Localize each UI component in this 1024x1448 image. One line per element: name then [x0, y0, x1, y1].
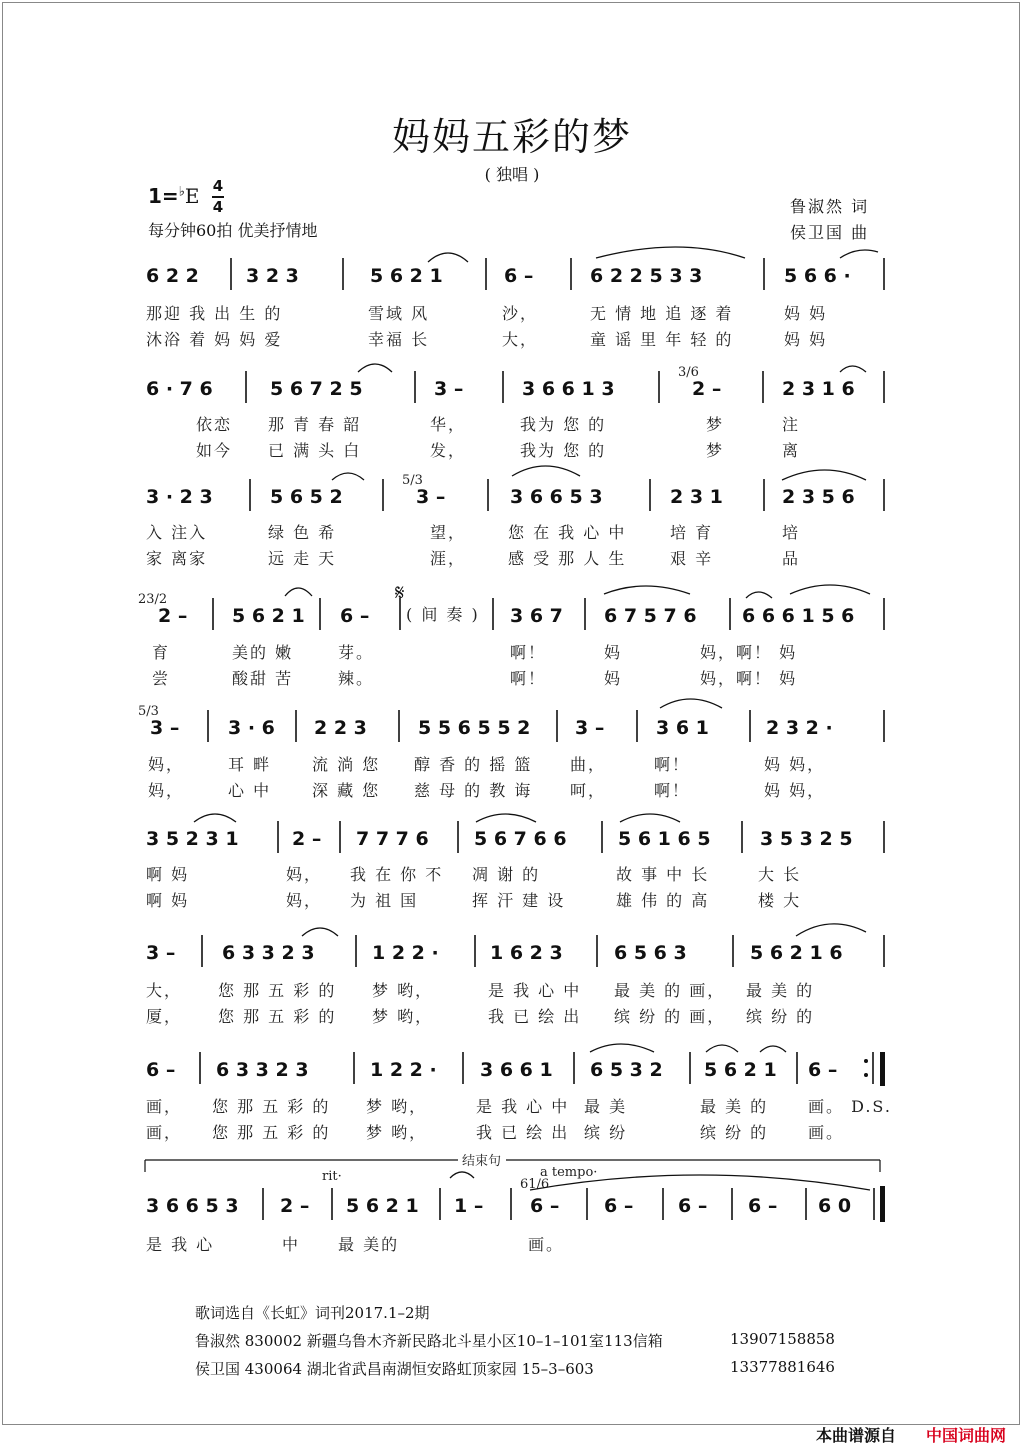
r2-lyric2-c: 发， — [430, 441, 467, 460]
r4-lyric1-b: 美的 嫩 — [232, 643, 294, 662]
r6-m2: 2 – — [292, 828, 322, 850]
score-row-4 — [152, 605, 854, 688]
r3-lyric2-a: 家 离家 — [146, 549, 208, 568]
r5-lyric2-d: 慈 母 的 教 诲 — [414, 781, 533, 800]
r7-lyric1-e: 最 美 的 画， — [614, 981, 726, 1000]
r5-lyric1-f: 啊！ — [654, 755, 691, 774]
score-row-2 — [146, 378, 855, 460]
r2-lyric1-a: 依恋 — [196, 415, 233, 434]
r9-m9: 6 0 — [818, 1195, 852, 1217]
r4-lyric1-c: 芽。 — [338, 643, 375, 662]
r4-lyric1-d: 啊！ — [510, 643, 547, 662]
tempo-marking: 每分钟60拍 优美抒情地 — [148, 221, 318, 240]
r9-lyric-c: 最 美的 — [338, 1235, 400, 1254]
r3-lyric2-f: 品 — [782, 549, 801, 568]
r5-lyric1-d: 醇 香 的 摇 篮 — [414, 755, 533, 774]
r1-lyric1-e: 妈 妈 — [784, 304, 828, 323]
score-row-9 — [146, 1195, 851, 1254]
r6-m6: 3 5 3 2 5 — [760, 828, 853, 850]
r8-lyric1-f: 最 美 的 — [700, 1097, 769, 1116]
r1-lyric2-d: 童 谣 里 年 轻 的 — [590, 330, 734, 349]
r7-m6: 5 6 2 1 6 — [750, 942, 843, 964]
r4-lyric1-a: 育 — [152, 643, 171, 662]
r7-m3: 1 2 2 · — [372, 942, 439, 964]
r7-lyric1-a: 大， — [146, 981, 183, 1000]
r9-m7: 6 – — [678, 1195, 708, 1217]
score-row-5 — [148, 717, 833, 800]
key-note: E — [184, 184, 200, 208]
r1-m5: 6 2 2 5 3 3 — [590, 265, 703, 287]
r5-lyric2-g: 妈 妈， — [764, 781, 826, 800]
r7-m4: 1 6 2 3 — [490, 942, 563, 964]
r4-lyric2-d: 啊！ — [510, 669, 547, 688]
r1-lyric2-e: 妈 妈 — [784, 330, 828, 349]
r8-lyric2-f: 缤 纷 的 — [700, 1123, 769, 1142]
r3-lyric1-e: 培 育 — [670, 523, 714, 542]
r9-m3: 5 6 2 1 — [346, 1195, 419, 1217]
r4-m7: 6 6 6 1 5 6 — [742, 605, 855, 627]
r6-lyric1-d: 凋 谢 的 — [472, 865, 541, 884]
time-top: 4 — [212, 177, 224, 195]
r6-m3: 7 7 7 6 — [356, 828, 429, 850]
r4-m2: 5 6 2 1 — [232, 605, 305, 627]
r3-lyric2-b: 远 走 天 — [268, 549, 337, 568]
r2-lyric2-e: 梦 — [706, 441, 725, 460]
r8-lyric2-c: 梦 哟， — [366, 1123, 428, 1142]
r8-lyric1-d: 是 我 心 中 — [476, 1097, 570, 1116]
r6-lyric1-c: 我 在 你 不 — [350, 865, 444, 884]
flat-sign: ♭ — [178, 184, 185, 200]
footer-lyricist-address: 鲁淑然 830002 新疆乌鲁木齐新民路北斗星小区10–1–101室113信箱 — [195, 1332, 663, 1350]
r3-lyric2-d: 感 受 那 人 生 — [508, 549, 627, 568]
r7-m2: 6 3 3 2 3 — [222, 942, 315, 964]
footer-composer-phone: 13377881646 — [730, 1358, 835, 1376]
rit-marking: rit· — [322, 1169, 342, 1184]
r6-lyric2-b: 妈， — [286, 891, 323, 910]
r3-m6: 2 3 5 6 — [782, 486, 855, 508]
r6-lyric2-e: 雄 伟 的 高 — [616, 891, 710, 910]
r1-lyric2-b: 幸福 长 — [368, 330, 430, 349]
r8-m3: 1 2 2 · — [370, 1059, 437, 1081]
r2-m4: 3 6 6 1 3 — [522, 378, 615, 400]
r8-lyric2-a: 画， — [146, 1123, 183, 1142]
song-title: 妈妈五彩的梦 — [391, 115, 632, 159]
r1-lyric2-c: 大， — [502, 330, 539, 349]
r2-lyric1-f: 注 — [782, 415, 801, 434]
r9-m8: 6 – — [748, 1195, 778, 1217]
r1-lyric1-c: 沙， — [502, 304, 539, 323]
score-row-8 — [146, 1059, 892, 1142]
r6-m1: 3 5 2 3 1 — [146, 828, 239, 850]
r1-m4: 6 – — [504, 265, 534, 287]
r6-lyric1-a: 啊 妈 — [146, 865, 190, 884]
r4-m1: 2 – — [158, 605, 188, 627]
r1-m6: 5 6 6 · — [784, 265, 851, 287]
key-label: 1= — [148, 184, 179, 208]
r3-m4: 3 6 6 5 3 — [510, 486, 603, 508]
r6-lyric1-e: 故 事 中 长 — [616, 865, 710, 884]
source-site-link[interactable]: 中国词曲网 — [926, 1426, 1007, 1445]
r2-m2: 5 6 7 2 5 — [270, 378, 363, 400]
r5-lyric1-b: 耳 畔 — [228, 755, 272, 774]
r9-m6: 6 – — [604, 1195, 634, 1217]
r4-lyric1-e: 妈 — [604, 643, 623, 662]
r5-m3: 2 2 3 — [314, 717, 367, 739]
r8-m5: 6 5 3 2 — [590, 1059, 663, 1081]
r7-lyric2-f: 缤 纷 的 — [746, 1007, 815, 1026]
r5-lyric2-f: 啊！ — [654, 781, 691, 800]
r2-lyric2-d: 我为 您 的 — [520, 441, 607, 460]
r3-lyric1-c: 望， — [430, 523, 467, 542]
r5-m6: 3 6 1 — [656, 717, 709, 739]
r3-lyric1-a: 入 注入 — [146, 523, 208, 542]
r1-lyric1-b: 雪域 风 — [368, 304, 430, 323]
r4-interlude: ( 间 奏 ) — [406, 605, 480, 624]
r5-lyric1-e: 曲， — [570, 755, 607, 774]
r4-m3: 6 – — [340, 605, 370, 627]
r1-m2: 3 2 3 — [246, 265, 299, 287]
r8-lyric2-b: 您 那 五 彩 的 — [212, 1123, 331, 1142]
grace-note-2: 5/3 — [402, 473, 423, 488]
r5-lyric2-e: 呵， — [570, 781, 607, 800]
r2-lyric1-d: 我为 您 的 — [520, 415, 607, 434]
r5-lyric1-g: 妈 妈， — [764, 755, 826, 774]
composer-credit: 侯卫国 曲 — [790, 223, 870, 242]
r8-m2: 6 3 3 2 3 — [216, 1059, 309, 1081]
r7-m1: 3 – — [146, 942, 176, 964]
r5-m1: 3 – — [150, 717, 180, 739]
r7-lyric2-a: 厦， — [146, 1007, 183, 1026]
r1-lyric1-d: 无 情 地 追 逐 着 — [590, 304, 734, 323]
r1-m3: 5 6 2 1 — [370, 265, 443, 287]
r6-lyric2-a: 啊 妈 — [146, 891, 190, 910]
r2-lyric1-b: 那 青 春 韶 — [268, 415, 362, 434]
footer-source-note: 歌词选自《长虹》词刊2017.1–2期 — [195, 1304, 430, 1322]
r2-lyric1-e: 梦 — [706, 415, 725, 434]
r5-lyric2-a: 妈， — [148, 781, 185, 800]
grace-note-3: 23/2 — [138, 592, 168, 607]
r3-m3: 3 – — [416, 486, 446, 508]
r5-m7: 2 3 2 · — [766, 717, 833, 739]
r8-lyric2-e: 缤 纷 — [584, 1123, 628, 1142]
r8-m1: 6 – — [146, 1059, 176, 1081]
r5-m4: 5 5 6 5 5 2 — [418, 717, 531, 739]
r6-lyric2-c: 为 祖 国 — [350, 891, 419, 910]
r8-lyric1-e: 最 美 — [584, 1097, 628, 1116]
segno-sign: 𝄋 — [395, 581, 405, 606]
r6-m5: 5 6 1 6 5 — [618, 828, 711, 850]
source-label: 本曲谱源自 — [816, 1426, 897, 1445]
r8-lyric1-g: 画。 D.S. — [808, 1097, 892, 1116]
r3-lyric1-d: 您 在 我 心 中 — [508, 523, 627, 542]
r2-m6: 2 3 1 6 — [782, 378, 855, 400]
r1-m1: 6 2 2 — [146, 265, 199, 287]
a-tempo-marking: a tempo· — [540, 1165, 598, 1180]
r3-lyric1-f: 培 — [782, 523, 801, 542]
r8-m6: 5 6 2 1 — [704, 1059, 777, 1081]
r9-lyric-d: 画。 — [528, 1235, 565, 1254]
r4-m5: 3 6 7 — [510, 605, 563, 627]
lyricist-credit: 鲁淑然 词 — [790, 197, 870, 216]
r5-lyric2-b: 心 中 — [228, 781, 272, 800]
r4-lyric2-a: 尝 — [152, 669, 171, 688]
r3-m5: 2 3 1 — [670, 486, 723, 508]
r8-m7: 6 – — [808, 1059, 838, 1081]
r2-lyric2-b: 已 满 头 白 — [268, 441, 362, 460]
r5-m2: 3 · 6 — [228, 717, 275, 739]
r9-m5: 6 – — [530, 1195, 560, 1217]
r5-lyric1-a: 妈， — [148, 755, 185, 774]
r8-lyric1-c: 梦 哟， — [366, 1097, 428, 1116]
score-row-6 — [146, 828, 853, 910]
score-row-7 — [146, 942, 843, 1026]
r5-lyric2-c: 深 藏 您 — [312, 781, 381, 800]
song-subtitle: ( 独唱 ) — [484, 165, 540, 184]
r8-lyric1-a: 画， — [146, 1097, 183, 1116]
r5-m5: 3 – — [575, 717, 605, 739]
r6-lyric1-f: 大 长 — [758, 865, 802, 884]
r1-lyric1-a: 那迎 我 出 生 的 — [146, 304, 283, 323]
r7-lyric2-e: 缤 纷 的 画， — [614, 1007, 726, 1026]
r7-lyric2-d: 我 已 绘 出 — [488, 1007, 582, 1026]
footer-composer-address: 侯卫国 430064 湖北省武昌南湖恒安路虹顶家园 15–3–603 — [195, 1360, 594, 1378]
grace-note-1: 3/6 — [678, 365, 699, 380]
r7-lyric1-c: 梦 哟， — [372, 981, 434, 1000]
r9-m1: 3 6 6 5 3 — [146, 1195, 239, 1217]
r4-lyric2-e: 妈 — [604, 669, 623, 688]
r8-lyric1-b: 您 那 五 彩 的 — [212, 1097, 331, 1116]
r6-lyric2-d: 挥 汗 建 设 — [472, 891, 566, 910]
r4-lyric1-f: 妈，啊！ 妈 — [700, 643, 798, 662]
r9-lyric-b: 中 — [282, 1235, 301, 1254]
grace-note-5: 61/6 — [520, 1177, 550, 1192]
ending-label: 结束句 — [462, 1154, 502, 1169]
footer-lyricist-phone: 13907158858 — [730, 1330, 835, 1348]
r8-lyric2-g: 画。 — [808, 1123, 845, 1142]
r7-lyric2-c: 梦 哟， — [372, 1007, 434, 1026]
time-bottom: 4 — [212, 197, 224, 216]
r6-lyric2-f: 楼 大 — [758, 891, 802, 910]
r4-lyric2-b: 酸甜 苦 — [232, 669, 294, 688]
r9-m2: 2 – — [280, 1195, 310, 1217]
grace-note-4: 5/3 — [138, 704, 159, 719]
score-row-1 — [146, 265, 851, 349]
r4-lyric2-f: 妈，啊！ 妈 — [700, 669, 798, 688]
r7-lyric2-b: 您 那 五 彩 的 — [218, 1007, 337, 1026]
r5-lyric1-c: 流 淌 您 — [312, 755, 381, 774]
r1-lyric2-a: 沐浴 着 妈 妈 爱 — [146, 330, 283, 349]
r3-lyric2-c: 涯， — [430, 549, 467, 568]
score-row-3 — [146, 486, 855, 568]
r2-lyric2-a: 如今 — [196, 441, 233, 460]
r7-m5: 6 5 6 3 — [614, 942, 687, 964]
r3-m1: 3 · 2 3 — [146, 486, 213, 508]
r6-m4: 5 6 7 6 6 — [474, 828, 567, 850]
r8-lyric2-d: 我 已 绘 出 — [476, 1123, 570, 1142]
r9-lyric-a: 是 我 心 — [146, 1235, 215, 1254]
r2-m3: 3 – — [434, 378, 464, 400]
r2-lyric1-c: 华， — [430, 415, 467, 434]
r9-m4: 1 – — [454, 1195, 484, 1217]
r8-m4: 3 6 6 1 — [480, 1059, 553, 1081]
r4-m6: 6 7 5 7 6 — [604, 605, 697, 627]
r3-lyric1-b: 绿 色 希 — [268, 523, 337, 542]
r2-m1: 6 · 7 6 — [146, 378, 213, 400]
r3-lyric2-e: 艰 辛 — [670, 549, 714, 568]
r6-lyric1-b: 妈， — [286, 865, 323, 884]
r2-m5: 2 – — [692, 378, 722, 400]
r2-lyric2-f: 离 — [782, 441, 801, 460]
r7-lyric1-f: 最 美 的 — [746, 981, 815, 1000]
r7-lyric1-d: 是 我 心 中 — [488, 981, 582, 1000]
r4-lyric2-c: 辣。 — [338, 669, 375, 688]
r7-lyric1-b: 您 那 五 彩 的 — [218, 981, 337, 1000]
r3-m2: 5 6 5 2 — [270, 486, 343, 508]
